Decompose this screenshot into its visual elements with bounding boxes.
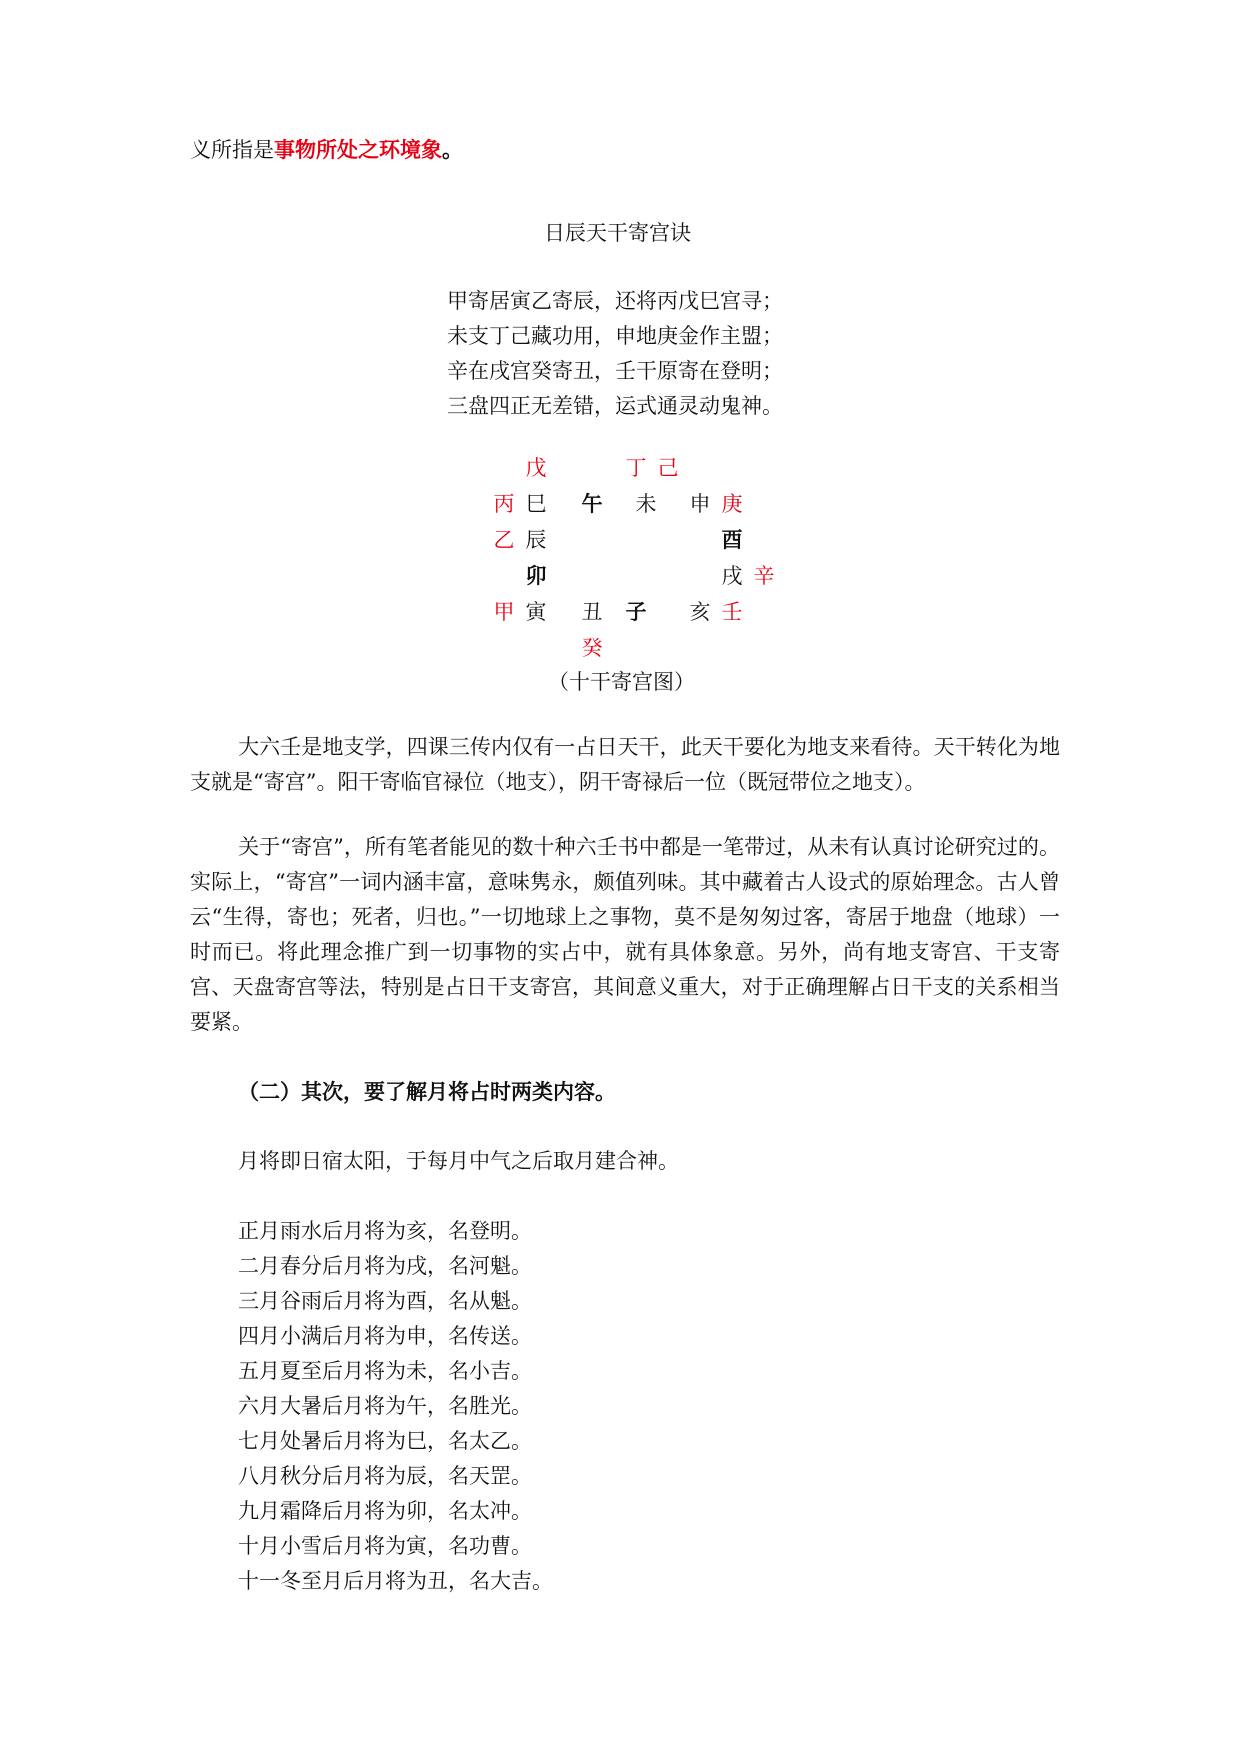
chart-stem: 辛 [753,564,775,588]
body-paragraph [190,730,1060,800]
intro-prefix: 义所指是 [190,138,274,162]
chart-stem: 甲 [493,600,515,624]
verse-title: 日辰天干寄宫诀 [544,221,691,245]
verse-line: 辛在戌宫癸寄丑，壬干原寄在登明； [447,359,783,383]
chart-branch: 戌 [721,564,743,588]
intro-line [190,132,463,168]
body-paragraph [190,830,1060,1040]
chart-stem: 丙 [493,492,515,516]
paragraph-text: 关于“寄宫”，所有笔者能见的数十种六壬书中都是一笔带过，从未有认真讨论研究过的。实际上，“寄宫”一词内涵丰富，意味隽永，颇值列味。其中藏着古人设式的原始理念。古人曾云“生得，寄也；死者，归也。”一切地球上之事物，莫不是匆匆过客，寄居于地盘（地球）一时而已。将此理念推广到一切事物的实占中，就有具体象意。另外，尚有地支寄宫、干支寄宫、天盘寄宫等法，特别是占日干支寄宫，其间意义重大，对于正确理解占日干支的关系相当要紧。 [190,835,1060,1034]
verse-line: 未支丁己藏功用，申地庚金作主盟； [447,324,783,348]
section-heading: （二）其次，要了解月将占时两类内容。 [238,1079,616,1104]
chart-branch: 亥 [689,600,711,624]
chart-caption: （十干寄宫图） [548,670,695,694]
intro-suffix: 。 [442,137,463,162]
chart-branch: 未 [635,492,657,516]
month-general-item: 二月春分后月将为戌，名河魁。 [238,1254,532,1278]
chart-branch: 寅 [525,600,547,624]
chart-branch: 辰 [525,528,547,552]
month-general-item: 十月小雪后月将为寅，名功曹。 [238,1534,532,1558]
chart-branch: 丑 [581,600,603,624]
month-general-item: 八月秋分后月将为辰，名天罡。 [238,1464,532,1488]
chart-stem: 己 [657,456,679,480]
chart-stem: 乙 [493,528,515,552]
month-general-item: 正月雨水后月将为亥，名登明。 [238,1219,532,1243]
chart-branch: 申 [689,492,711,516]
month-general-item: 七月处暑后月将为巳，名太乙。 [238,1429,532,1453]
chart-branch: 酉 [721,527,743,552]
paragraph-text: 大六壬是地支学，四课三传内仅有一占日天干，此天干要化为地支来看待。天干转化为地支就是“寄宫”。阳干寄临官禄位（地支），阴干寄禄后一位（既冠带位之地支）。 [190,735,1060,794]
month-general-item: 三月谷雨后月将为酉，名从魁。 [238,1289,532,1313]
chart-stem: 庚 [721,492,743,516]
verse-line: 甲寄居寅乙寄辰，还将丙戊巳宫寻； [447,289,783,313]
verse-line: 三盘四正无差错，运式通灵动鬼神。 [447,394,783,418]
month-general-item: 四月小满后月将为申，名传送。 [238,1324,532,1348]
chart-stem: 癸 [581,636,603,660]
chart-branch: 午 [581,491,603,516]
chart-branch: 巳 [525,492,547,516]
month-general-item: 五月夏至后月将为未，名小吉。 [238,1359,532,1383]
chart-branch: 子 [625,599,647,624]
chart-stem: 丁 [625,456,647,480]
month-general-item: 九月霜降后月将为卯，名太冲。 [238,1499,532,1523]
chart-stem: 壬 [721,600,743,624]
intro-highlight: 事物所处之环境象 [274,137,442,162]
chart-branch: 卯 [525,563,547,588]
month-general-intro: 月将即日宿太阳，于每月中气之后取月建合神。 [238,1149,679,1173]
month-general-item: 十一冬至月后月将为丑，名大吉。 [238,1569,553,1593]
month-general-item: 六月大暑后月将为午，名胜光。 [238,1394,532,1418]
chart-stem: 戊 [525,456,547,480]
